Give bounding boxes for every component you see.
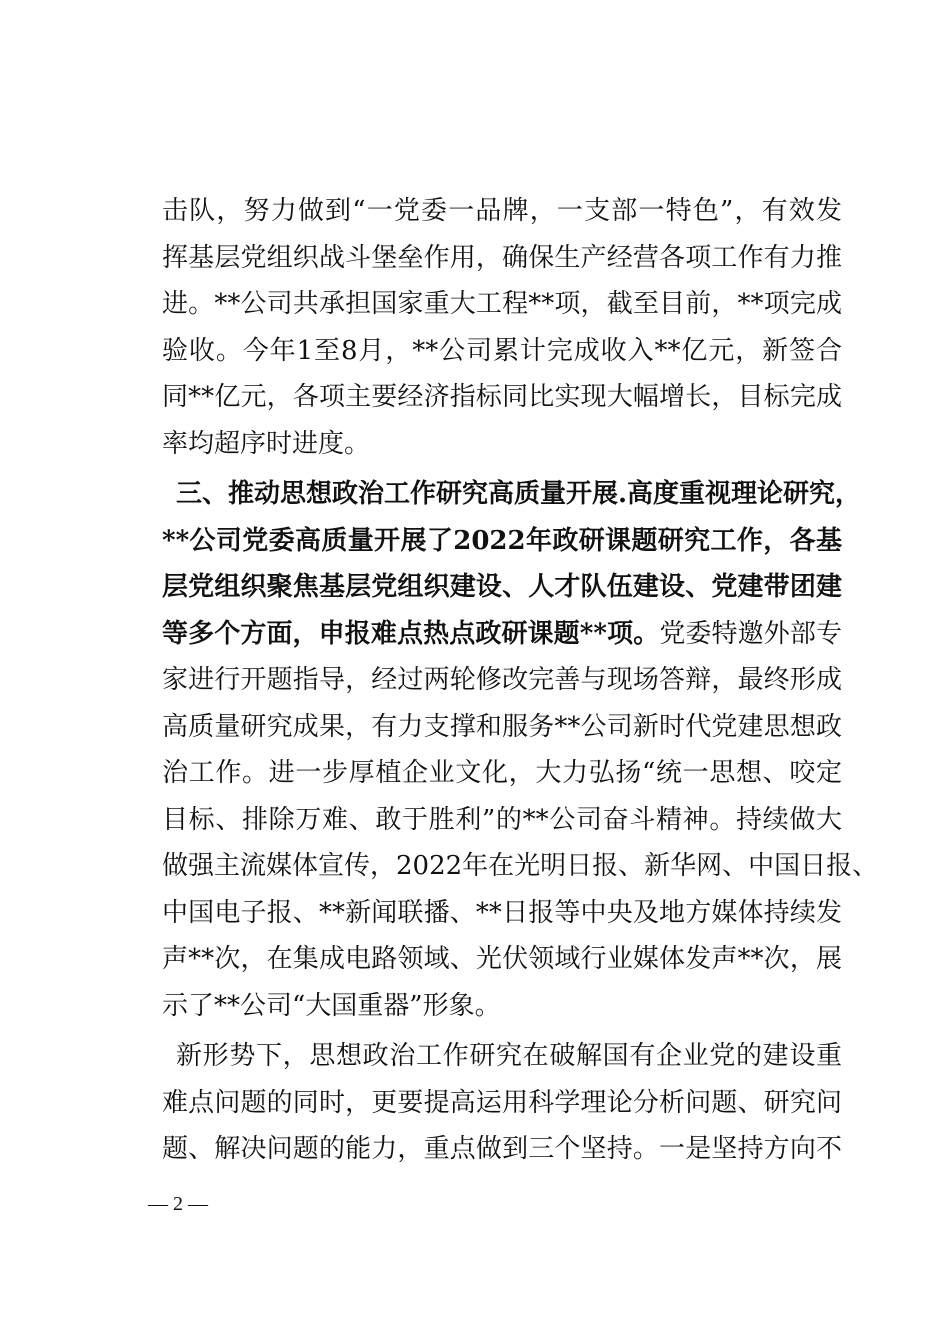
text-line: 治工作。进一步厚植企业文化，大力弘扬“统一思想、咬定 xyxy=(162,758,842,788)
bold-segment: 等多个方面，申报难点热点政研课题**项。 xyxy=(162,618,660,649)
paragraph-3 xyxy=(162,1033,842,1173)
page-number: — 2 — xyxy=(148,1193,208,1215)
text-line: 验收。今年1至8月，**公司累计完成收入**亿元，新签合 xyxy=(162,335,842,366)
bold-text-line: **公司党委高质量开展了2022年政研课题研究工作，各基 xyxy=(162,525,842,556)
text-line: 新形势下，思想政治工作研究在破解国有企业党的建设重 xyxy=(176,1041,842,1071)
text-line: 做强主流媒体宣传，2022年在光明日报、新华网、中国日报、 xyxy=(162,851,879,881)
text-line: 同**亿元，各项主要经济指标同比实现大幅增长，目标完成 xyxy=(162,382,842,412)
paragraph-2 xyxy=(162,471,879,1029)
text-line: 中国电子报、**新闻联播、**日报等中央及地方媒体持续发 xyxy=(162,897,842,928)
text-line: 目标、排除万难、敢于胜利”的**公司奋斗精神。持续做大 xyxy=(162,804,842,835)
text-line: 率均超序时进度。 xyxy=(162,428,371,459)
text-line: 击队，努力做到“一党委一品牌，一支部一特色”，有效发 xyxy=(162,196,842,226)
text-line: 声**次，在集成电路领域、光伏领域行业媒体发声**次，展 xyxy=(162,944,842,974)
text-line: 示了**公司“大国重器”形象。 xyxy=(162,990,501,1021)
section-heading-line: 三、推动思想政治工作研究高质量开展.高度重视理论研究， xyxy=(176,479,862,509)
text-line: 题、解决问题的能力，重点做到三个坚持。一是坚持方向不 xyxy=(162,1134,842,1164)
document-body xyxy=(162,188,879,1173)
text-line: 高质量研究成果，有力支撑和服务**公司新时代党建思想政 xyxy=(162,711,842,742)
paragraph-1 xyxy=(162,188,842,467)
normal-segment: 党委特邀外部专 xyxy=(659,618,842,649)
text-line: 家进行开题指导，经过两轮修改完善与现场答辩，最终形成 xyxy=(162,665,842,695)
text-line: 难点问题的同时，更要提高运用科学理论分析问题、研究问 xyxy=(162,1087,842,1118)
bold-text-line: 层党组织聚焦基层党组织建设、人才队伍建设、党建带团建 xyxy=(162,572,842,602)
text-line: 挥基层党组织战斗堡垒作用，确保生产经营各项工作有力推 xyxy=(162,242,842,273)
mixed-text-line xyxy=(162,611,842,658)
text-line: 进。**公司共承担国家重大工程**项，截至目前，**项完成 xyxy=(162,289,842,319)
